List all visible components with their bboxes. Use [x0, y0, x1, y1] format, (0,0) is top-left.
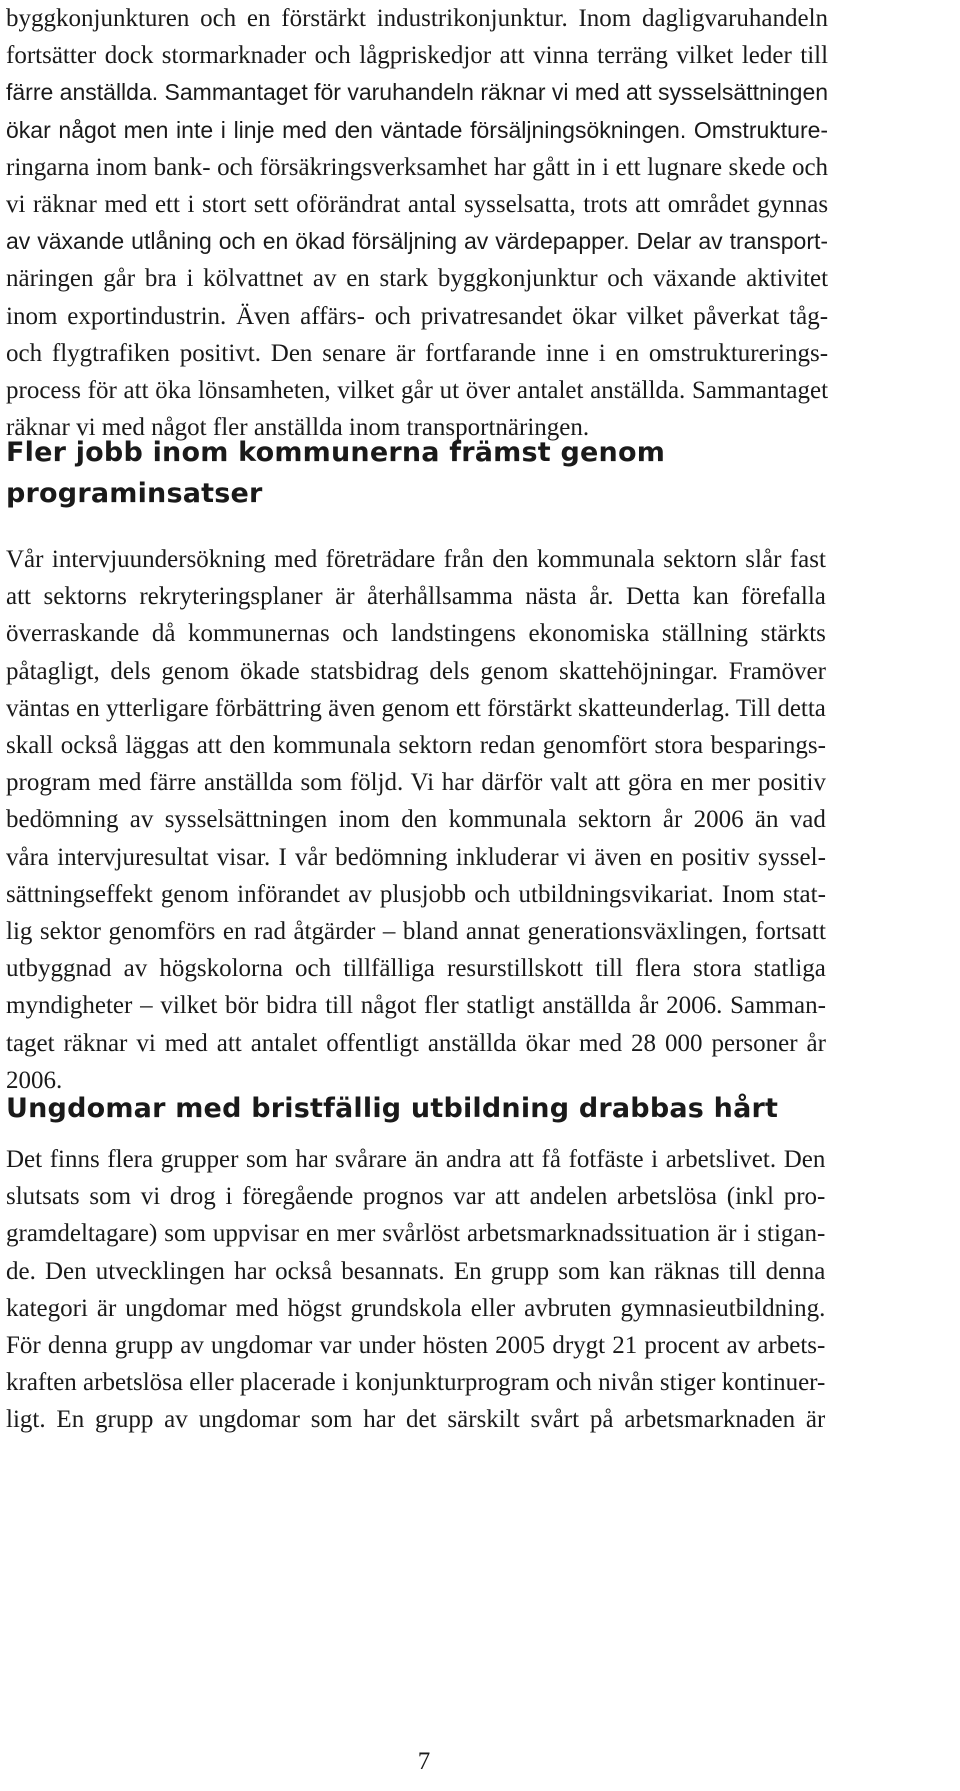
- heading-line: Ungdomar med bristfällig utbildning drabbas hårt: [6, 1093, 779, 1124]
- text-line: påtagligt, dels genom ökade statsbidrag dels genom skattehöjningar. Framöver: [6, 657, 826, 685]
- paragraph-3: [6, 1141, 825, 1439]
- text-line: För denna grupp av ungdomar var under hösten 2005 drygt 21 procent av arbets-: [6, 1332, 826, 1360]
- text-line: våra intervjuresultat visar. I vår bedömning inkluderar vi även en positiv syssel-: [6, 843, 826, 871]
- section-heading-1: [6, 432, 665, 514]
- text-line: slutsats som vi drog i föregående prognos var att andelen arbetslösa (inkl pro-: [6, 1183, 826, 1211]
- text-line: att sektorns rekryteringsplaner är återhållsamma nästa år. Detta kan förefalla: [6, 583, 826, 611]
- text-line: Vår intervjuundersökning med företrädare från den kommunala sektorn slår fast: [6, 546, 826, 573]
- text-line: sättningseffekt genom införandet av plusjobb och utbildningsvikariat. Inom stat-: [6, 880, 826, 908]
- text-line: lig sektor genomförs en rad åtgärder – bland annat generationsväxlingen, fortsatt: [6, 918, 826, 946]
- text-line: 2006.: [6, 1066, 63, 1094]
- text-line: näringen går bra i kölvattnet av en stark byggkonjunktur och växande aktivitet: [6, 265, 829, 293]
- text-line: myndigheter – vilket bör bidra till något fler statligt anställda år 2006. Samman-: [6, 992, 826, 1020]
- text-line: fortsätter dock stormarknader och lågpriskedjor att vinna terräng vilket leder till: [6, 42, 829, 70]
- text-line: taget räknar vi med att antalet offentligt anställda ökar med 28 000 personer år: [6, 1029, 826, 1057]
- text-line: kraften arbetslösa eller placerade i konjunkturprogram och nivån stiger kontinuer-: [6, 1369, 826, 1397]
- text-line: och flygtrafiken positivt. Den senare är fortfarande inne i en omstrukturerings-: [6, 339, 829, 367]
- text-line: skall också läggas att den kommunala sektorn redan genomfört stora besparings-: [6, 732, 826, 760]
- text-line: bedömning av sysselsättningen inom den kommunala sektorn år 2006 än vad: [6, 806, 826, 834]
- paragraph-2: [6, 541, 826, 1099]
- heading-line: Fler jobb inom kommunerna främst genom: [6, 437, 666, 468]
- text-line: färre anställda. Sammantaget för varuhandeln räknar vi med att sysselsättningen: [6, 79, 829, 106]
- text-line: av växande utlåning och en ökad försäljning av värdepapper. Delar av transport-: [6, 228, 829, 255]
- text-line: väntas en ytterligare förbättring även genom ett förstärkt skatteunderlag. Till detta: [6, 694, 826, 722]
- text-line: process för att öka lönsamheten, vilket går ut över antalet anställda. Sammantaget: [6, 377, 829, 405]
- text-line: Det finns flera grupper som har svårare än andra att få fotfäste i arbetslivet. Den: [6, 1146, 826, 1173]
- text-line: program med färre anställda som följd. Vi har därför valt att göra en mer positiv: [6, 769, 826, 797]
- text-line: ökar något men inte i linje med den väntade försäljningsökningen. Omstrukture-: [6, 116, 829, 143]
- text-line: överraskande då kommunernas och landstingens ekonomiska ställning stärkts: [6, 620, 826, 648]
- heading-line: programinsatser: [6, 478, 263, 509]
- text-line: de. Den utvecklingen har också besannats. En grupp som kan räknas till denna: [6, 1257, 826, 1285]
- section-heading-2: [6, 1088, 778, 1129]
- text-line: ligt. En grupp av ungdomar som har det särskilt svårt på arbetsmarknaden är: [6, 1406, 826, 1434]
- text-line: kategori är ungdomar med högst grundskola eller avbruten gymnasieutbildning.: [6, 1294, 826, 1322]
- text-line: byggkonjunkturen och en förstärkt industrikonjunktur. Inom dagligvaruhandeln: [6, 5, 829, 32]
- paragraph-1: [6, 0, 828, 446]
- text-line: ringarna inom bank- och försäkringsverksamhet har gått in i ett lugnare skede och: [6, 153, 829, 181]
- text-line: räknar vi med något fler anställda inom transportnäringen.: [6, 414, 590, 442]
- text-line: utbyggnad av högskolorna och tillfälliga resurstillskott till flera stora statliga: [6, 955, 826, 983]
- text-line: vi räknar med ett i stort sett oförändrat antal sysselsatta, trots att området gynnas: [6, 191, 829, 219]
- text-line: gramdeltagare) som uppvisar en mer svårlöst arbetsmarknadssituation är i stigan-: [6, 1220, 826, 1248]
- page-number: 7: [417, 1748, 431, 1775]
- text-line: inom exportindustrin. Även affärs- och privatresandet ökar vilket påverkat tåg-: [6, 302, 829, 330]
